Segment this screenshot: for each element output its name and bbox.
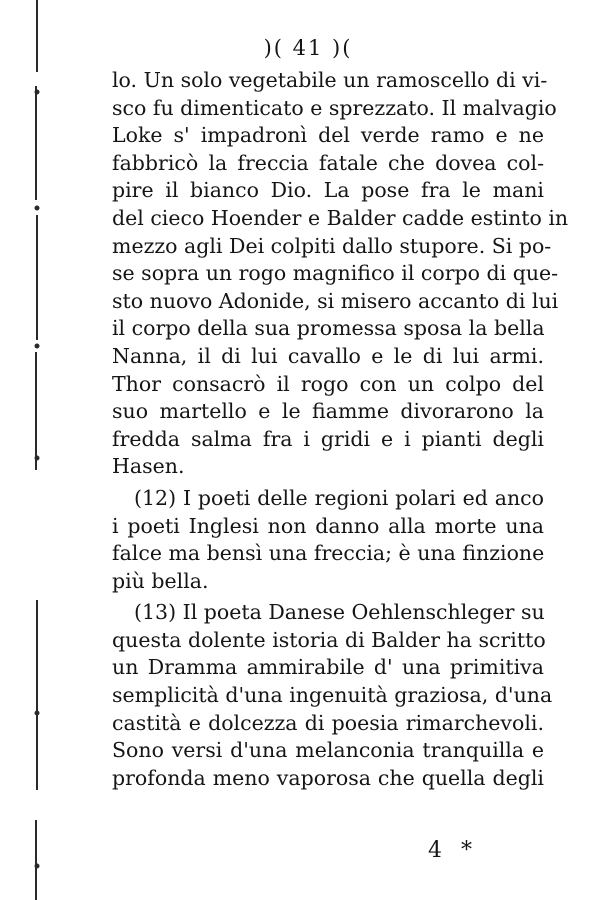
- text-line: sto nuovo Adonide, si misero accanto di lui: [112, 288, 559, 313]
- text-line: i poeti Inglesi non danno alla morte una: [112, 513, 544, 538]
- text-line: fredda salma fra i gridi e i pianti degli: [112, 426, 544, 451]
- text-line: Loke s' impadronì del verde ramo e ne: [112, 123, 544, 148]
- text-line: questa dolente istoria di Balder ha scritto: [112, 627, 546, 652]
- binding-edge-line: [34, 0, 40, 900]
- text-line: Hasen.: [112, 454, 185, 479]
- text-line: profonda meno vaporosa che quella degli: [112, 765, 544, 790]
- paragraph-balder-narrative: [112, 67, 569, 481]
- text-line: fabbricò la freccia fatale che dovea col-: [112, 150, 544, 175]
- binding-edge: [34, 0, 40, 900]
- footnote-13: [112, 599, 553, 792]
- text-line: se sopra un rogo magnifico il corpo di que-: [112, 261, 559, 286]
- text-line: il corpo della sua promessa sposa la bella: [112, 316, 545, 341]
- text-line: mezzo agli Dei colpiti dallo stupore. Si po-: [112, 233, 552, 258]
- signature-mark: 4 *: [428, 838, 478, 863]
- text-line: Sono versi d'una melanconia tranquilla e: [112, 738, 544, 763]
- text-line: lo. Un solo vegetabile un ramoscello di vi-: [112, 68, 548, 92]
- text-line: Nanna, il di lui cavallo e le di lui armi.: [112, 343, 544, 368]
- text-line: suo martello e le fiamme divorarono la: [112, 399, 544, 424]
- footnote-12: [112, 485, 544, 595]
- text-line: pire il bianco Dio. La pose fra le mani: [112, 178, 544, 203]
- text-line: un Dramma ammirabile d' una primitiva: [112, 655, 544, 680]
- text-line: falce ma bensì una freccia; è una finzione: [112, 541, 545, 566]
- body-text: [112, 67, 569, 792]
- text-line: (12) I poeti delle regioni polari ed anco: [134, 485, 544, 510]
- text-line: (13) Il poeta Danese Oehlenschleger su: [134, 600, 545, 625]
- text-line: castità e dolcezza di poesia rimarchevoli.: [112, 710, 544, 735]
- text-line: del cieco Hoender e Balder cadde estinto in: [112, 205, 569, 230]
- text-line: semplicità d'una ingenuità graziosa, d'una: [112, 683, 553, 708]
- text-line: sco fu dimenticato e sprezzato. Il malvagio: [112, 95, 557, 120]
- text-line: più bella.: [112, 568, 209, 593]
- page-number-header: )( 41 )(: [263, 36, 353, 60]
- text-line: Thor consacrò il rogo con un colpo del: [112, 371, 544, 396]
